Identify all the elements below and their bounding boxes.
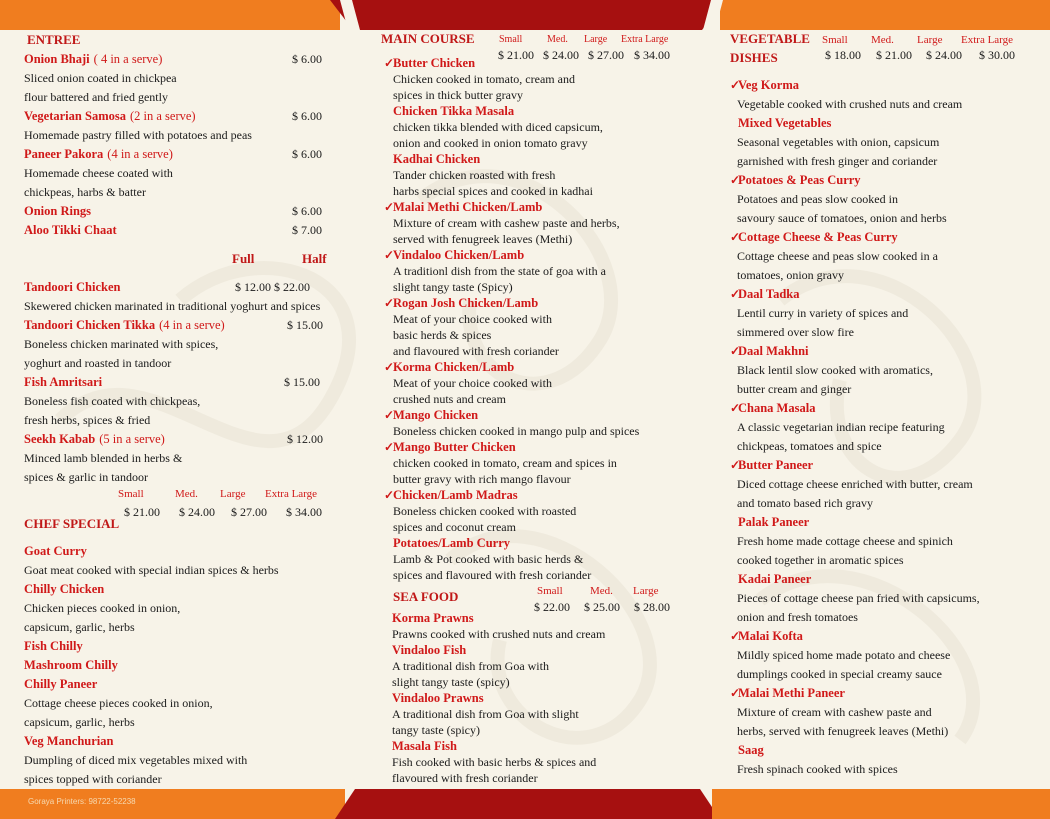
menu-item-name: Daal Tadka xyxy=(738,287,800,301)
size-price: $ 34.00 xyxy=(286,505,322,519)
menu-item-description: Pieces of cottage cheese pan fried with capsicums, xyxy=(737,591,980,605)
menu-item-description: spices in thick butter gravy xyxy=(393,88,523,102)
checkmark-icon: ✓ xyxy=(384,408,395,422)
menu-item-description: cooked together in aromatic spices xyxy=(737,553,904,567)
menu-item-description: tangy taste (spicy) xyxy=(392,723,480,737)
section-title-main-course: MAIN COURSE xyxy=(381,31,475,46)
menu-item-description: garnished with fresh ginger and coriander xyxy=(737,154,938,168)
section-title-dishes: DISHES xyxy=(730,50,778,65)
bottom-band-left xyxy=(0,789,345,819)
printer-credit: Goraya Printers: 98722-52238 xyxy=(28,797,136,806)
menu-item-name: Vindaloo Fish xyxy=(392,643,467,657)
size-header: Small xyxy=(118,488,144,500)
menu-item-description: chickpeas, tomatoes and spice xyxy=(737,439,882,453)
menu-item-description: onion and cooked in onion tomato gravy xyxy=(393,136,588,150)
menu-item-name: Kadhai Chicken xyxy=(393,152,481,166)
checkmark-icon: ✓ xyxy=(730,686,741,700)
menu-item-description: basic herds & spices xyxy=(393,328,492,342)
menu-item-name: Rogan Josh Chicken/Lamb xyxy=(393,296,539,310)
menu-item-description: Lamb & Pot cooked with basic herds & xyxy=(393,552,584,566)
menu-item-name xyxy=(24,432,165,446)
menu-item-description: Potatoes and peas slow cooked in xyxy=(737,192,898,206)
menu-item-description: capsicum, garlic, herbs xyxy=(24,715,135,729)
size-header: Med. xyxy=(547,34,568,45)
menu-item-description: Homemade pastry filled with potatoes and peas xyxy=(24,128,252,142)
menu-item-description: Vegetable cooked with crushed nuts and cream xyxy=(737,97,963,111)
menu-item-description: Tander chicken roasted with fresh xyxy=(393,168,556,182)
menu-item-name: Korma Prawns xyxy=(392,611,474,625)
menu-item-description: dumplings cooked in special creamy sauce xyxy=(737,667,942,681)
menu-item-name: Chicken/Lamb Madras xyxy=(393,488,518,502)
menu-item-name: Veg Korma xyxy=(738,78,799,92)
serve-size-note: (2 in a serve) xyxy=(129,109,196,123)
size-header: Large xyxy=(584,34,608,45)
menu-item-description: chicken cooked in tomato, cream and spices in xyxy=(393,456,617,470)
top-band-gap-right xyxy=(703,0,723,30)
menu-item-name: Mashroom Chilly xyxy=(24,658,118,672)
menu-item-name: Vindaloo Prawns xyxy=(392,691,484,705)
checkmark-icon: ✓ xyxy=(730,629,741,643)
size-price: $ 22.00 xyxy=(534,600,570,614)
menu-item-name xyxy=(24,52,162,66)
menu-item-name: Onion Rings xyxy=(24,204,92,218)
size-header: Small xyxy=(537,585,563,597)
menu-item-name: Saag xyxy=(738,743,764,757)
menu-item-name xyxy=(24,375,102,389)
menu-item-description: tomatoes, onion gravy xyxy=(737,268,844,282)
menu-item-name: Palak Paneer xyxy=(738,515,810,529)
menu-item-description: Cottage cheese and peas slow cooked in a xyxy=(737,249,938,263)
menu-item-label: Paneer Pakora xyxy=(24,147,104,161)
menu-item-name: Mixed Vegetables xyxy=(738,116,832,130)
menu-item-description: A traditional dish from Goa with slight xyxy=(392,707,579,721)
menu-item-description: Goat meat cooked with special indian spices & herbs xyxy=(24,563,279,577)
menu-item-description: savoury sauce of tomatoes, onion and herbs xyxy=(737,211,947,225)
menu-item-description: A traditionl dish from the state of goa with a xyxy=(393,264,606,278)
menu-item-description: Black lentil slow cooked with aromatics, xyxy=(737,363,933,377)
size-header: Med. xyxy=(590,585,613,597)
size-header: Med. xyxy=(175,488,198,500)
menu-item-name: Masala Fish xyxy=(392,739,457,753)
top-band-red-center xyxy=(330,0,725,30)
top-band-gap-left xyxy=(340,0,360,30)
menu-item-description: yoghurt and roasted in tandoor xyxy=(24,356,172,370)
menu-item-description: slight tangy taste (Spicy) xyxy=(393,280,513,294)
menu-item-description: Boneless chicken marinated with spices, xyxy=(24,337,219,351)
menu-item-name: Butter Chicken xyxy=(393,56,476,70)
menu-item-name: Mango Butter Chicken xyxy=(393,440,516,454)
menu-item-name xyxy=(24,147,173,161)
menu-item-price: $ 7.00 xyxy=(292,223,322,237)
menu-item-name: Malai Methi Chicken/Lamb xyxy=(393,200,543,214)
menu-item-description: chicken tikka blended with diced capsicum, xyxy=(393,120,603,134)
menu-item-label: Tandoori Chicken xyxy=(24,280,121,294)
menu-item-name: Chilly Chicken xyxy=(24,582,105,596)
size-price: $ 28.00 xyxy=(634,600,670,614)
menu-item-price: $ 12.00 xyxy=(287,432,323,446)
menu-item-name: Malai Kofta xyxy=(738,629,803,643)
menu-item-price: $ 12.00 $ 22.00 xyxy=(235,280,310,294)
menu-item-name: Vindaloo Chicken/Lamb xyxy=(393,248,525,262)
menu-item-name: Korma Chicken/Lamb xyxy=(393,360,515,374)
checkmark-icon: ✓ xyxy=(730,78,741,92)
menu-item-description: Homemade cheese coated with xyxy=(24,166,173,180)
bottom-banner xyxy=(0,789,1050,819)
menu-item-name: Chilly Paneer xyxy=(24,677,98,691)
menu-item-price: $ 6.00 xyxy=(292,52,322,66)
menu-item-description: served with fenugreek leaves (Methi) xyxy=(393,232,573,246)
section-title-chef-special: CHEF SPECIAL xyxy=(24,516,120,531)
menu-item-price: $ 15.00 xyxy=(284,375,320,389)
bottom-band-red-center xyxy=(335,789,720,819)
size-header: Small xyxy=(822,34,848,46)
menu-item-description: spices & garlic in tandoor xyxy=(24,470,148,484)
menu-item-description: spices and coconut cream xyxy=(393,520,516,534)
size-price: $ 30.00 xyxy=(979,48,1015,62)
menu-item-name: Fish Chilly xyxy=(24,639,83,653)
menu-item-name: Malai Methi Paneer xyxy=(738,686,845,700)
checkmark-icon: ✓ xyxy=(730,230,741,244)
menu-item-description: A traditional dish from Goa with xyxy=(392,659,549,673)
menu-item-label: Vegetarian Samosa xyxy=(24,109,126,123)
menu-item-name: Cottage Cheese & Peas Curry xyxy=(738,230,898,244)
menu-item-name: Veg Manchurian xyxy=(24,734,114,748)
serve-size-note: (4 in a serve) xyxy=(107,147,173,161)
top-band-left xyxy=(0,0,340,30)
size-header: Extra Large xyxy=(265,488,318,500)
menu-item-name: Butter Paneer xyxy=(738,458,814,472)
menu-item-description: herbs, served with fenugreek leaves (Methi) xyxy=(737,724,949,738)
serve-size-note: (4 in a serve) xyxy=(159,318,225,332)
menu-item-price: $ 6.00 xyxy=(292,204,322,218)
menu-item-description: Diced cottage cheese enriched with butter, cream xyxy=(737,477,973,491)
section-title-sea-food: SEA FOOD xyxy=(393,589,459,604)
menu-item-description: Boneless chicken cooked with roasted xyxy=(393,504,577,518)
section-title-entree: ENTREE xyxy=(27,32,81,47)
size-price: $ 25.00 xyxy=(584,600,620,614)
menu-item-name: Chana Masala xyxy=(738,401,816,415)
menu-item-description: Dumpling of diced mix vegetables mixed with xyxy=(24,753,248,767)
size-price: $ 21.00 xyxy=(498,48,534,62)
menu-item-price: $ 15.00 xyxy=(287,318,323,332)
size-header: Small xyxy=(499,34,523,45)
menu-item-price: $ 6.00 xyxy=(292,109,322,123)
menu-item-name: Chicken Tikka Masala xyxy=(393,104,515,118)
menu-item-description: capsicum, garlic, herbs xyxy=(24,620,135,634)
menu-item-description: Fresh spinach cooked with spices xyxy=(737,762,898,776)
size-price: $ 27.00 xyxy=(588,48,624,62)
menu-item-description: crushed nuts and cream xyxy=(393,392,506,406)
menu-item-description: Chicken cooked in tomato, cream and xyxy=(393,72,575,86)
menu-item-description: Boneless chicken cooked in mango pulp and spices xyxy=(393,424,640,438)
size-price: $ 24.00 xyxy=(179,505,215,519)
size-price: $ 21.00 xyxy=(876,48,912,62)
top-band-right xyxy=(720,0,1050,30)
menu-item-description: and flavoured with fresh coriander xyxy=(393,344,559,358)
menu-item-description: simmered over slow fire xyxy=(737,325,854,339)
serve-size-note: ( 4 in a serve) xyxy=(93,52,163,66)
menu-item-description: harbs special spices and cooked in kadhai xyxy=(393,184,593,198)
menu-item-description: Sliced onion coated in chickpea xyxy=(24,71,177,85)
menu-item-name: Kadai Paneer xyxy=(738,572,812,586)
size-header: Large xyxy=(917,34,943,46)
serve-size-note: (5 in a serve) xyxy=(99,432,165,446)
checkmark-icon: ✓ xyxy=(730,401,741,415)
menu-item-description: flour battered and fried gently xyxy=(24,90,168,104)
menu-item-description: Meat of your choice cooked with xyxy=(393,376,552,390)
menu-item-label: Tandoori Chicken Tikka xyxy=(24,318,156,332)
menu-item-name: Goat Curry xyxy=(24,544,87,558)
menu-item-description: and tomato based rich gravy xyxy=(737,496,873,510)
menu-item-description: butter gravy with rich mango flavour xyxy=(393,472,571,486)
menu-item-description: Minced lamb blended in herbs & xyxy=(24,451,183,465)
checkmark-icon: ✓ xyxy=(384,440,395,454)
menu-item-description: spices and flavoured with fresh coriander xyxy=(393,568,592,582)
menu-item-name xyxy=(24,280,120,294)
menu-item-description: Skewered chicken marinated in traditional yoghurt and spices xyxy=(24,299,321,313)
size-price: $ 24.00 xyxy=(926,48,962,62)
menu-item-description: Chicken pieces cooked in onion, xyxy=(24,601,181,615)
menu-item-description: Mildly spiced home made potato and cheese xyxy=(737,648,951,662)
checkmark-icon: ✓ xyxy=(730,458,741,472)
menu-item-label: Seekh Kabab xyxy=(24,432,96,446)
menu-item-description: Seasonal vegetables with onion, capsicum xyxy=(737,135,940,149)
menu-item-description: Fish cooked with basic herbs & spices and xyxy=(392,755,597,769)
menu-item-name xyxy=(24,318,225,332)
section-title-vegetable: VEGETABLE xyxy=(730,31,810,46)
size-price: $ 34.00 xyxy=(634,48,670,62)
menu-item-description: flavoured with fresh coriander xyxy=(392,771,538,785)
column-header-full: Full xyxy=(232,251,255,266)
top-banner xyxy=(0,0,1050,30)
checkmark-icon: ✓ xyxy=(384,56,395,70)
menu-item-description: butter cream and ginger xyxy=(737,382,852,396)
menu-item-description: Fresh home made cottage cheese and spinich xyxy=(737,534,953,548)
size-header: Large xyxy=(220,488,246,500)
size-header: Large xyxy=(633,585,659,597)
menu-item-label: Fish Amritsari xyxy=(24,375,103,389)
checkmark-icon: ✓ xyxy=(384,248,395,262)
bottom-band-right xyxy=(712,789,1050,819)
menu-item-name: Potatoes/Lamb Curry xyxy=(393,536,510,550)
checkmark-icon: ✓ xyxy=(730,173,741,187)
menu-item-price: $ 6.00 xyxy=(292,147,322,161)
checkmark-icon: ✓ xyxy=(384,488,395,502)
menu-item-description: Meat of your choice cooked with xyxy=(393,312,552,326)
menu-item-description: chickpeas, harbs & batter xyxy=(24,185,146,199)
menu-item-description: Boneless fish coated with chickpeas, xyxy=(24,394,201,408)
menu-item-name: Daal Makhni xyxy=(738,344,809,358)
menu-item-description: Mixture of cream with cashew paste and xyxy=(737,705,932,719)
checkmark-icon: ✓ xyxy=(730,344,741,358)
size-price: $ 24.00 xyxy=(543,48,579,62)
menu-item-description: slight tangy taste (spicy) xyxy=(392,675,510,689)
size-header: Med. xyxy=(871,34,894,46)
size-header: Extra Large xyxy=(961,34,1014,46)
menu-item-name: Aloo Tikki Chaat xyxy=(24,223,117,237)
menu-item-description: Lentil curry in variety of spices and xyxy=(737,306,909,320)
menu-item-name: Potatoes & Peas Curry xyxy=(738,173,861,187)
menu-item-name xyxy=(24,109,196,123)
menu-item-name: Mango Chicken xyxy=(393,408,479,422)
menu-item-description: spices topped with coriander xyxy=(24,772,162,786)
menu-item-description: A classic vegetarian indian recipe featuring xyxy=(737,420,945,434)
checkmark-icon: ✓ xyxy=(384,296,395,310)
menu-item-description: Mixture of cream with cashew paste and herbs, xyxy=(393,216,620,230)
menu-item-description: onion and fresh tomatoes xyxy=(737,610,858,624)
column-header-half: Half xyxy=(302,251,327,266)
size-header: Extra Large xyxy=(621,34,669,45)
menu-item-description: Cottage cheese pieces cooked in onion, xyxy=(24,696,213,710)
size-price: $ 27.00 xyxy=(231,505,267,519)
menu-item-description: fresh herbs, spices & fried xyxy=(24,413,151,427)
menu-item-label: Onion Bhaji xyxy=(24,52,90,66)
size-price: $ 21.00 xyxy=(124,505,160,519)
size-price: $ 18.00 xyxy=(825,48,861,62)
menu-item-description: Prawns cooked with crushed nuts and cream xyxy=(392,627,606,641)
checkmark-icon: ✓ xyxy=(730,287,741,301)
checkmark-icon: ✓ xyxy=(384,200,395,214)
checkmark-icon: ✓ xyxy=(384,360,395,374)
